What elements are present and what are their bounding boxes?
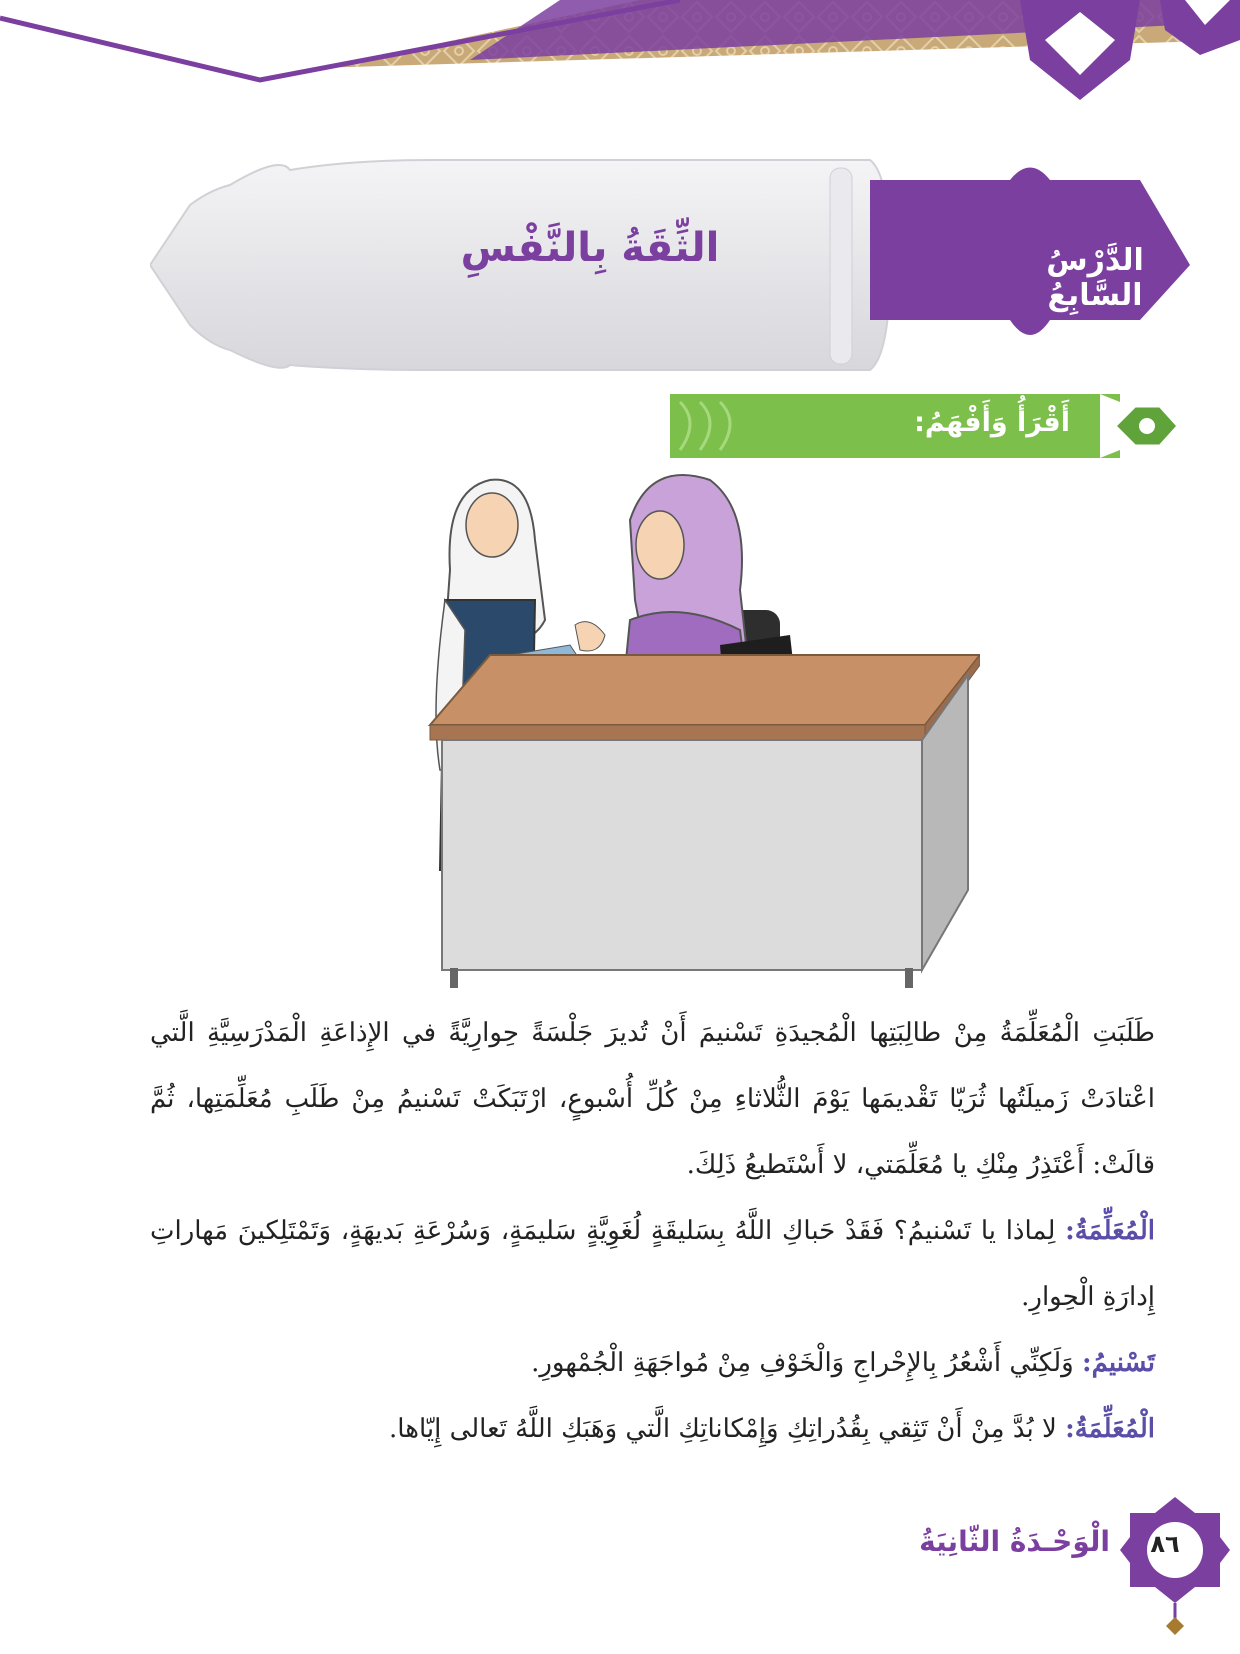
classroom-illustration xyxy=(420,450,980,995)
dialogue-line xyxy=(150,1198,1155,1330)
speaker-name: الْمُعَلِّمَةُ: xyxy=(1065,1414,1155,1444)
section-label: أَقْرَأُ وَأَفْهَمُ: xyxy=(914,407,1070,438)
story-text xyxy=(150,1000,1155,1462)
top-banner xyxy=(0,0,1240,110)
page-number: ٨٦ xyxy=(1150,1530,1180,1558)
dialogue-text: لا بُدَّ مِنْ أَنْ تَثِقي بِقُدُراتِكِ وَإِمْكاناتِكِ الَّتي وَهَبَكِ اللَّهُ تَعالى إِيّاها. xyxy=(389,1414,1057,1444)
star-ornament-icon xyxy=(1020,0,1240,100)
dialogue-text: وَلَكِنِّي أَشْعُرُ بِالإِحْراجِ وَالْخَوْفِ مِنْ مُواجَهَةِ الْجُمْهورِ. xyxy=(531,1348,1074,1378)
story-intro: طَلَبَتِ الْمُعَلِّمَةُ مِنْ طالِبَتِها الْمُجيدَةِ تَسْنيمَ أَنْ تُديرَ جَلْسَةً حِوارِيَّةً في الإِذاعَةِ الْمَدْرَسِيَّةِ الَّتي اعْتادَتْ زَميلَتُها ثُرَيّا تَقْديمَها يَوْمَ الثُّلاثاءِ مِنْ كُلِّ أُسْبوعٍ، ارْتَبَكَتْ تَسْنيمُ مِنْ طَلَبِ مُعَلِّمَتِها، ثُمَّ قالَتْ: أَعْتَذِرُ مِنْكِ يا مُعَلِّمَتي، لا أَسْتَطيعُ ذَلِكَ. xyxy=(150,1018,1155,1180)
lesson-number: الدَّرْسُ السَّابِعُ xyxy=(1046,243,1144,313)
unit-title: الْوَحْـدَةُ الثّانِيَةُ xyxy=(919,1525,1110,1558)
dialogue-line xyxy=(150,1396,1155,1462)
dialogue-text: لِماذا يا تَسْنيمُ؟ فَقَدْ حَباكِ اللَّهُ بِسَليقَةٍ لُغَوِيَّةٍ سَليمَةٍ، وَسُرْعَةِ بَديهَةٍ، وَتَمْتَلِكينَ مَهاراتِ إِدارَةِ الْحِوارِ. xyxy=(150,1216,1155,1312)
speaker-name: الْمُعَلِّمَةُ: xyxy=(1065,1216,1156,1246)
desk xyxy=(430,655,980,988)
page-number-badge xyxy=(1120,1495,1230,1645)
lesson-title: الثِّقَةُ بِالنَّفْسِ xyxy=(460,225,720,271)
speaker-name: تَسْنيمُ: xyxy=(1081,1348,1155,1378)
dialogue-line xyxy=(150,1330,1155,1396)
star-ornament-icon xyxy=(1166,1617,1184,1635)
